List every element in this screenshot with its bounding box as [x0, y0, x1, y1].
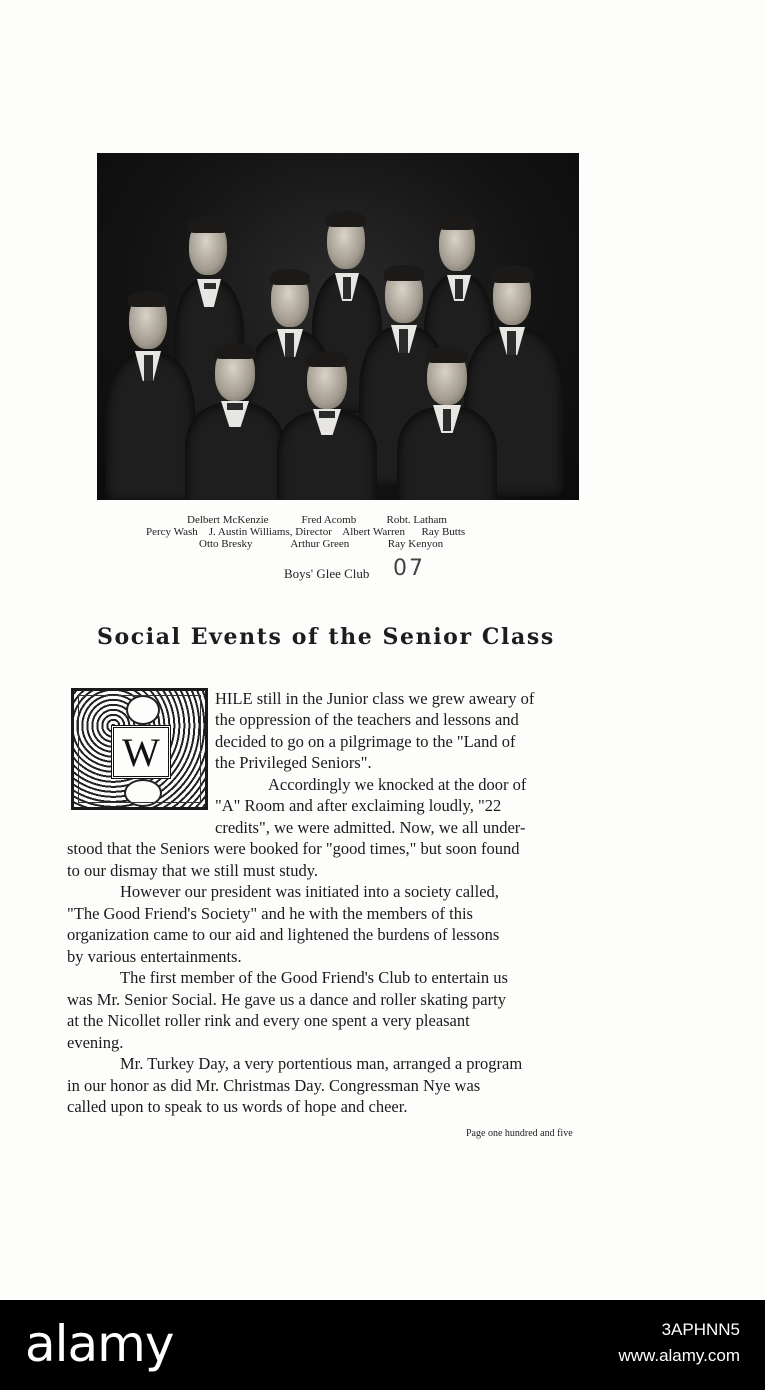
handwritten-annotation: 07 — [393, 556, 425, 581]
glee-club-photo — [97, 153, 579, 500]
body-line: The first member of the Good Friend's Club to entertain us — [120, 968, 508, 987]
watermark-brand: alamy — [25, 1315, 174, 1373]
body-line: in our honor as did Mr. Christmas Day. Congressman Nye was — [67, 1076, 481, 1095]
body-line: the oppression of the teachers and lessons and — [215, 710, 519, 729]
body-line: called upon to speak to us words of hope and cheer. — [67, 1097, 408, 1116]
person-figure — [397, 349, 497, 500]
caption-row: Percy Wash J. Austin Williams, Director Albert Warren Ray Butts — [146, 526, 466, 538]
body-line: Accordingly we knocked at the door of — [268, 775, 527, 794]
watermark-site: www.alamy.com — [618, 1346, 740, 1365]
body-line: to our dismay that we still must study. — [67, 861, 319, 880]
article-heading: Social Events of the Senior Class — [97, 624, 555, 650]
club-title: Boys' Glee Club — [284, 566, 370, 581]
body-line: was Mr. Senior Social. He gave us a dance and roller skating party — [67, 990, 506, 1009]
body-line: Mr. Turkey Day, a very portentious man, arranged a program — [120, 1054, 523, 1073]
person-figure — [185, 345, 285, 500]
body-line: decided to go on a pilgrimage to the "Land of — [215, 732, 516, 751]
body-line: credits", we were admitted. Now, we all under- — [215, 818, 526, 837]
body-line: at the Nicollet roller rink and every one spent a very pleasant — [67, 1011, 470, 1030]
watermark-image-id: 3APHNN5 — [661, 1320, 740, 1339]
body-line: the Privileged Seniors". — [215, 753, 372, 772]
ornamental-dropcap — [71, 688, 208, 810]
body-line: organization came to our aid and lightened the burdens of lessons — [67, 925, 500, 944]
person-figure — [277, 353, 377, 500]
body-line: stood that the Seniors were booked for "good times," but soon found — [67, 839, 520, 858]
person-figure — [105, 293, 195, 500]
body-line: HILE still in the Junior class we grew aweary of — [215, 689, 535, 708]
body-line: "A" Room and after exclaiming loudly, "22 — [215, 796, 502, 815]
fruit-ornament — [124, 779, 162, 807]
caption-row: Delbert McKenzie Fred Acomb Robt. Latham — [187, 514, 447, 526]
body-line: However our president was initiated into a society called, — [120, 882, 499, 901]
cherub-ornament — [126, 695, 160, 725]
caption-row: Otto Bresky Arthur Green Ray Kenyon — [199, 538, 444, 550]
page-number: Page one hundred and five — [466, 1128, 573, 1139]
dropcap-letter: W — [111, 725, 171, 779]
body-line: "The Good Friend's Society" and he with the members of this — [67, 904, 473, 923]
body-line: by various entertainments. — [67, 947, 242, 966]
body-line: evening. — [67, 1033, 124, 1052]
